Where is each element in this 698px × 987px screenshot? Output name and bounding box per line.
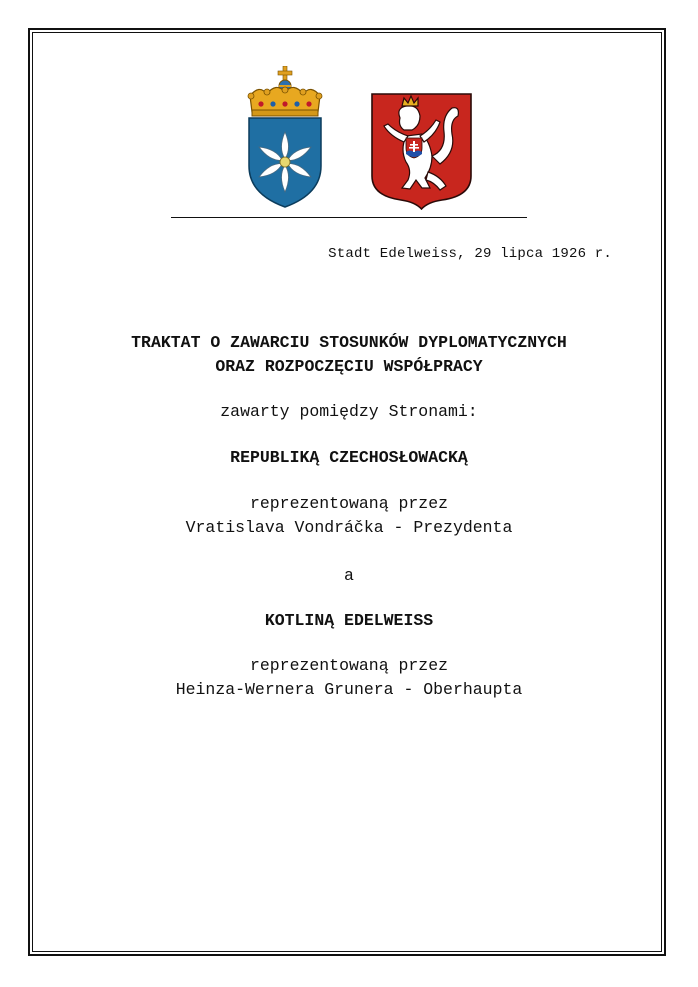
- party-2-representative: Heinza-Wernera Grunera - Oberhaupta: [175, 680, 523, 699]
- emblems-header: [0, 66, 698, 211]
- place-and-date: Stadt Edelweiss, 29 lipca 1926 r.: [328, 246, 612, 262]
- header-rule: [171, 217, 527, 218]
- treaty-title-line-1: TRAKTAT O ZAWARCIU STOSUNKÓW DYPLOMATYCZNYCH: [131, 333, 567, 352]
- party-1-represented-by: reprezentowaną przez: [249, 494, 449, 513]
- party-2-represented-by: reprezentowaną przez: [249, 656, 449, 675]
- conjunction-text: a: [344, 566, 354, 585]
- edelweiss-coat-of-arms-icon: [247, 66, 323, 209]
- party-1-name: REPUBLIKĄ CZECHOSŁOWACKĄ: [230, 448, 468, 467]
- party-1-representative: Vratislava Vondráčka - Prezydenta: [185, 518, 513, 537]
- party-2-name: KOTLINĄ EDELWEISS: [264, 611, 434, 630]
- treaty-title-line-2: ORAZ ROZPOCZĘCIU WSPÓŁPRACY: [215, 357, 483, 376]
- czech-lion-coat-of-arms-icon: [370, 92, 473, 210]
- concluded-between-text: zawarty pomiędzy Stronami:: [220, 402, 478, 421]
